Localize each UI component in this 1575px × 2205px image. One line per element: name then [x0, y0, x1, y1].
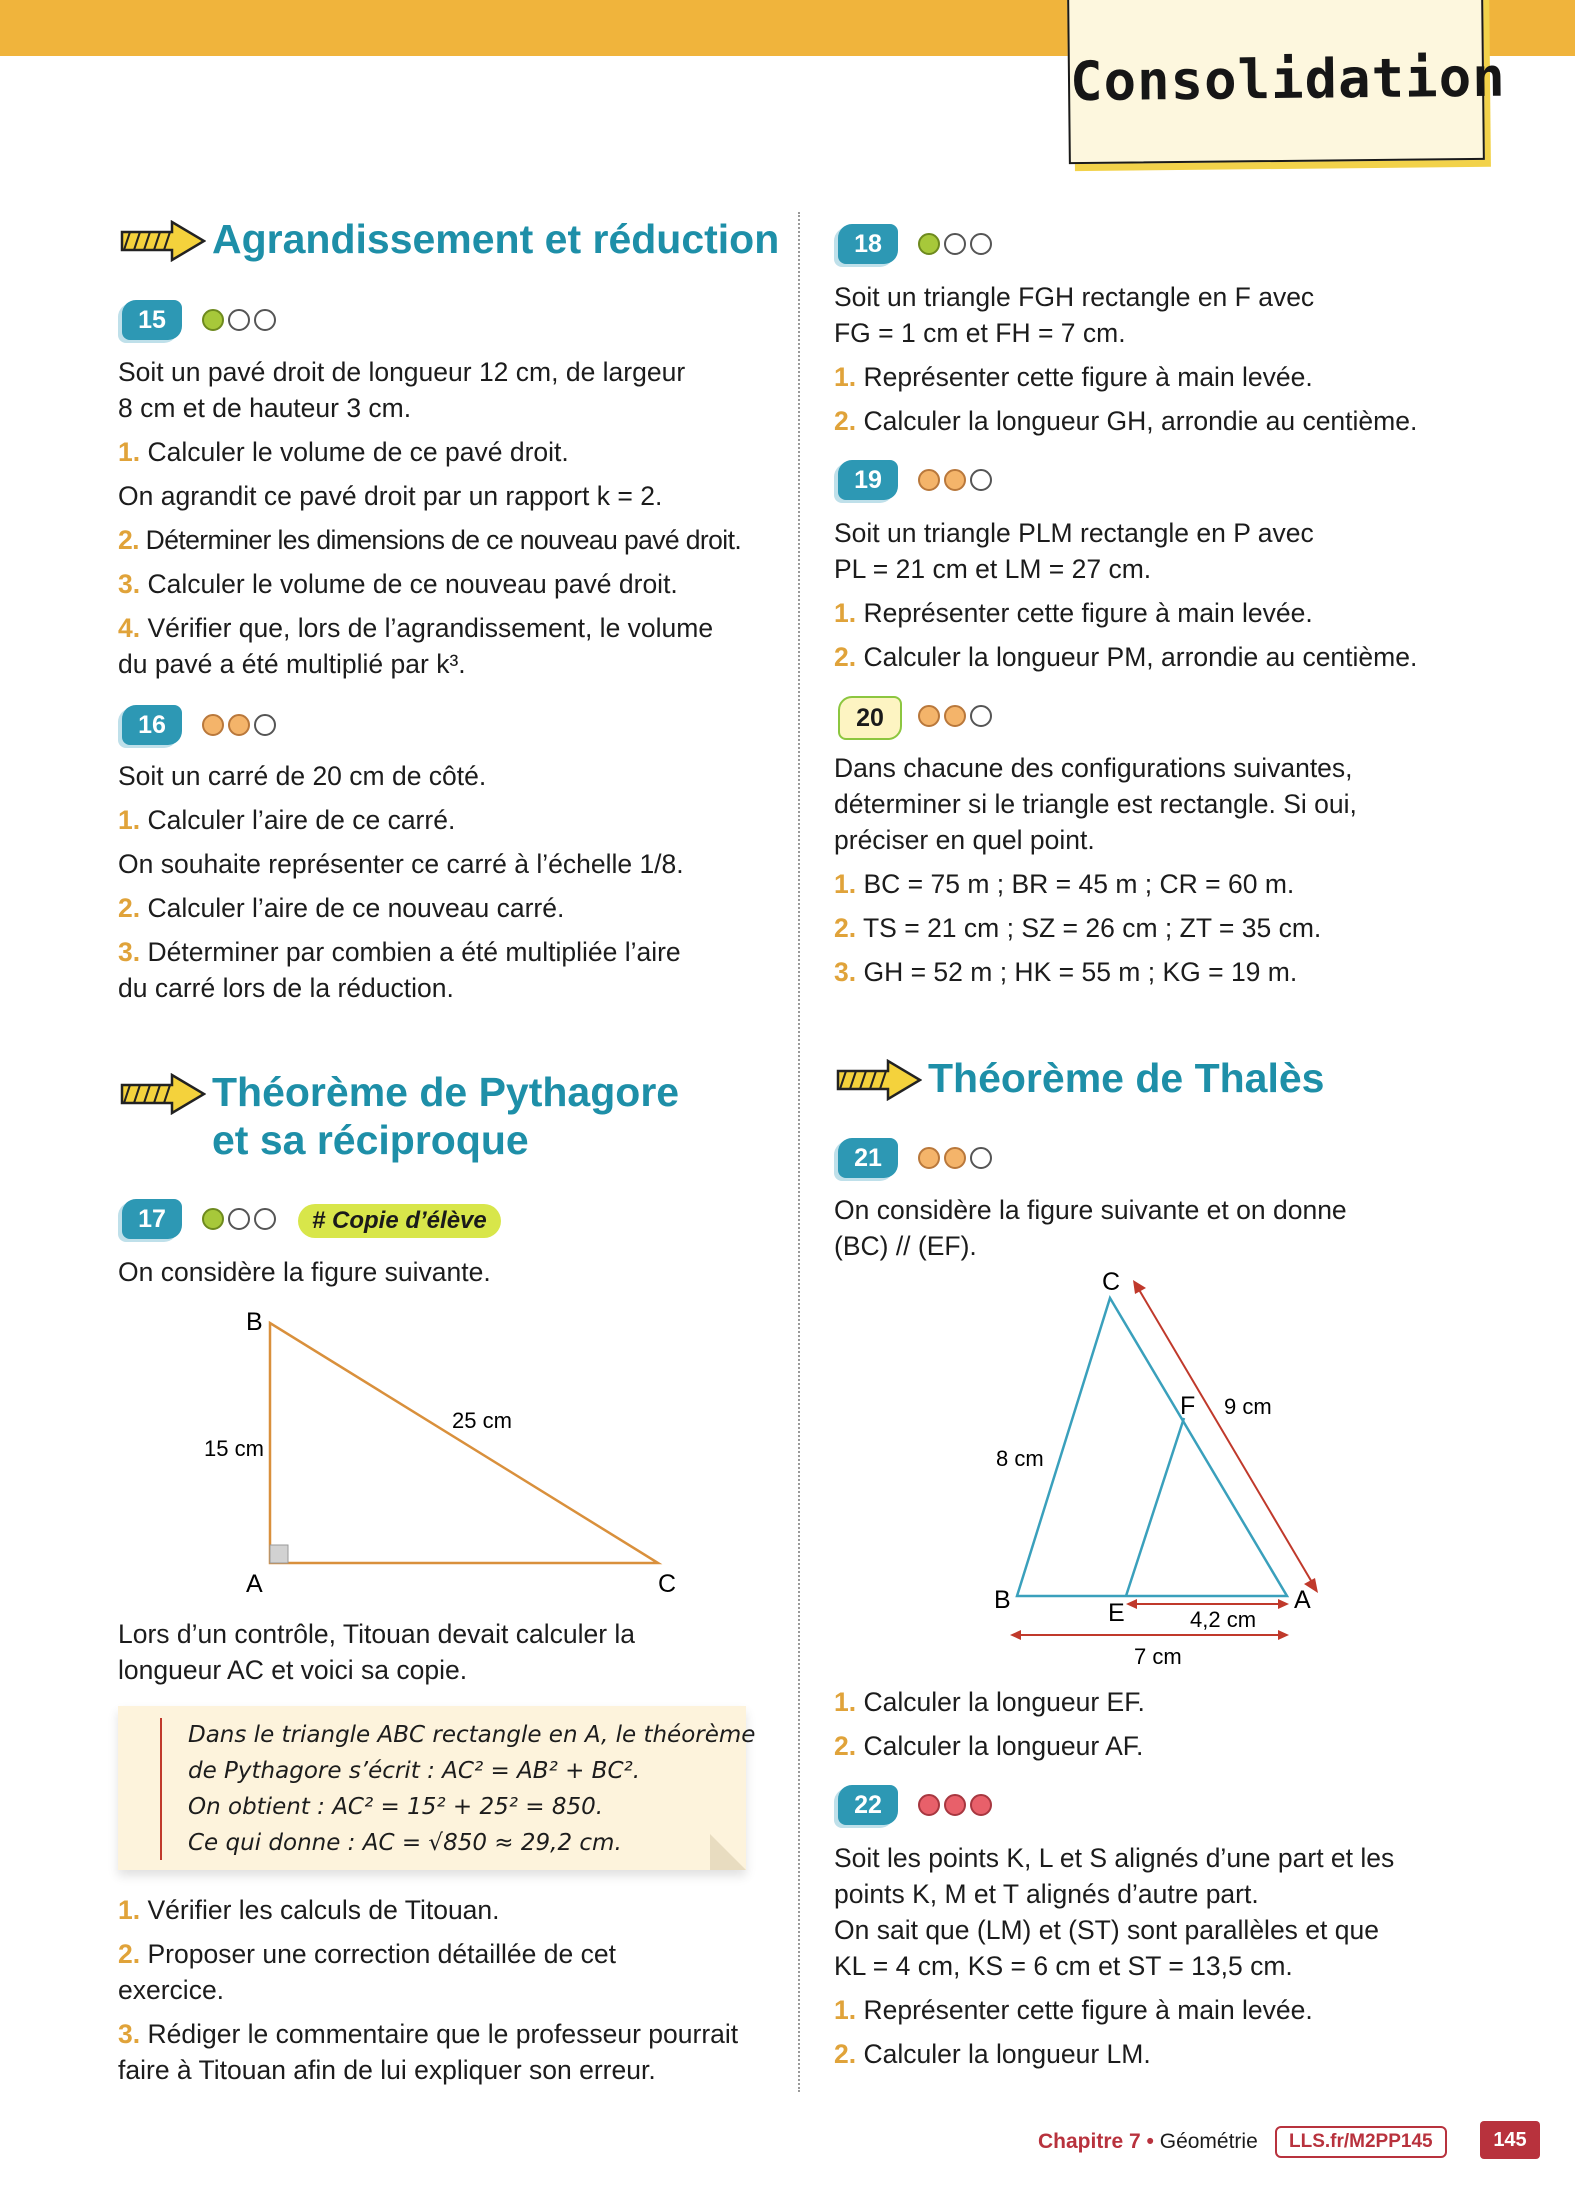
question-text: Déterminer par combien a été multipliée l’aire	[147, 937, 681, 967]
ex16-text: Soit un carré de 20 cm de côté.	[118, 761, 487, 791]
question-number: 2.	[834, 406, 857, 436]
ex18-q2	[834, 403, 1417, 440]
question-text: Calculer la longueur PM, arrondie au centième.	[863, 642, 1418, 672]
ex17-text: exercice.	[118, 1975, 225, 2005]
question-text: Calculer l’aire de ce carré.	[147, 805, 456, 835]
ex22-text: points K, M et T alignés d’autre part.	[834, 1879, 1259, 1909]
question-text: Vérifier que, lors de l’agrandissement, le volume	[147, 613, 714, 643]
exercise-badge-17: 17	[122, 1199, 182, 1239]
ex18-q1	[834, 359, 1313, 396]
question-number: 3.	[834, 957, 857, 987]
chapter-banner	[1067, 0, 1506, 164]
ex19-text: PL = 21 cm et LM = 27 cm.	[834, 554, 1152, 584]
ex15-q4	[118, 610, 713, 647]
label-cf: 9 cm	[1224, 1394, 1272, 1419]
ex22-q2	[834, 2036, 1151, 2073]
ex15-q2	[118, 522, 741, 559]
ex22-text: KL = 4 cm, KS = 6 cm et ST = 13,5 cm.	[834, 1951, 1293, 1981]
ex18-text: FG = 1 cm et FH = 7 cm.	[834, 318, 1126, 348]
section-title-pythagore-line2: et sa réciproque	[212, 1117, 529, 1163]
footer-link[interactable]: LLS.fr/M2PP145	[1275, 2126, 1447, 2158]
question-text: Vérifier les calculs de Titouan.	[147, 1895, 500, 1925]
ex17-text: Lors d’un contrôle, Titouan devait calculer la	[118, 1619, 636, 1649]
difficulty-dot	[944, 1147, 966, 1169]
label-B: B	[994, 1586, 1011, 1614]
question-number: 3.	[118, 2019, 141, 2049]
question-text: Calculer la longueur AF.	[863, 1731, 1144, 1761]
question-number: 1.	[834, 1687, 857, 1717]
difficulty-dot	[254, 309, 276, 331]
footer-separator: •	[1140, 2130, 1160, 2153]
difficulty-dots	[202, 714, 276, 736]
question-text: Déterminer les dimensions de ce nouveau pavé droit.	[145, 525, 742, 555]
copy-line: Ce qui donne : AC = √850 ≈ 29,2 cm.	[188, 1830, 622, 1856]
exercise-badge-18: 18	[838, 224, 898, 264]
ex20-q3	[834, 954, 1297, 991]
question-number: 2.	[118, 1939, 141, 1969]
question-text: Rédiger le commentaire que le professeur pourrait	[147, 2019, 739, 2049]
page-number: 145	[1480, 2121, 1540, 2159]
difficulty-dot	[970, 1794, 992, 1816]
difficulty-dot	[254, 714, 276, 736]
difficulty-dot	[918, 705, 940, 727]
ex17-text: faire à Titouan afin de lui expliquer son erreur.	[118, 2055, 656, 2085]
section-arrow-icon	[836, 1059, 922, 1101]
ex15-q1	[118, 434, 569, 471]
student-copy-tag: # Copie d’élève	[298, 1204, 501, 1238]
ex17-q2	[118, 1936, 616, 1973]
ex17-text: longueur AC et voici sa copie.	[118, 1655, 468, 1685]
ex21-text: On considère la figure suivante et on donne	[834, 1195, 1347, 1225]
difficulty-dot	[944, 705, 966, 727]
label-hypotenuse: 25 cm	[452, 1408, 512, 1433]
footer-chapter-label: Chapitre 7	[1038, 2130, 1141, 2153]
ex16-q2	[118, 890, 564, 927]
label-F: F	[1180, 1392, 1196, 1420]
exercise-badge-20: 20	[838, 696, 902, 740]
difficulty-dots	[202, 1208, 276, 1230]
ex22-text: On sait que (LM) et (ST) sont parallèles et que	[834, 1915, 1379, 1945]
ex16-q3	[118, 934, 681, 971]
page-fold	[710, 1834, 746, 1870]
thales-figure	[980, 1266, 1340, 1672]
question-text: Proposer une correction détaillée de cet	[147, 1939, 616, 1969]
question-number: 2.	[834, 642, 857, 672]
question-text: Représenter cette figure à main levée.	[863, 362, 1313, 392]
question-text: Calculer l’aire de ce nouveau carré.	[147, 893, 565, 923]
label-side-ab: 15 cm	[204, 1436, 264, 1461]
footer-topic: Géométrie	[1159, 2130, 1258, 2153]
banner-title: Consolidation	[1069, 45, 1506, 114]
question-number: 1.	[834, 598, 857, 628]
difficulty-dot	[944, 233, 966, 255]
ex17-q3	[118, 2016, 738, 2053]
exercise-badge-15: 15	[122, 300, 182, 340]
question-text: Calculer le volume de ce pavé droit.	[147, 437, 569, 467]
ex16-text: du carré lors de la réduction.	[118, 973, 454, 1003]
ex21-q2	[834, 1728, 1143, 1765]
ex15-text: On agrandit ce pavé droit par un rapport k = 2.	[118, 481, 663, 511]
ex17-text: On considère la figure suivante.	[118, 1257, 491, 1287]
question-text: BC = 75 m ; BR = 45 m ; CR = 60 m.	[863, 869, 1295, 899]
question-number: 2.	[118, 525, 139, 555]
question-number: 1.	[118, 437, 141, 467]
label-ba: 7 cm	[1134, 1644, 1182, 1669]
student-copy-card	[118, 1706, 756, 1870]
ex22-q1	[834, 1992, 1313, 2029]
ex16-text: On souhaite représenter ce carré à l’échelle 1/8.	[118, 849, 684, 879]
difficulty-dot	[970, 233, 992, 255]
difficulty-dot	[202, 714, 224, 736]
question-text: GH = 52 m ; HK = 55 m ; KG = 19 m.	[863, 957, 1298, 987]
label-bc: 8 cm	[996, 1446, 1044, 1471]
difficulty-dots	[202, 309, 276, 331]
ex20-q2	[834, 910, 1321, 947]
difficulty-dots	[918, 233, 992, 255]
ex20-text: préciser en quel point.	[834, 825, 1095, 855]
question-text: Calculer la longueur EF.	[863, 1687, 1145, 1717]
difficulty-dot	[202, 1208, 224, 1230]
label-A: A	[1294, 1586, 1311, 1614]
exercise-badge-22: 22	[838, 1785, 898, 1825]
ex22-text: Soit les points K, L et S alignés d’une part et les	[834, 1843, 1395, 1873]
ex15-text: du pavé a été multiplié par k³.	[118, 649, 466, 679]
question-text: Représenter cette figure à main levée.	[863, 598, 1313, 628]
difficulty-dot	[228, 1208, 250, 1230]
question-text: Représenter cette figure à main levée.	[863, 1995, 1313, 2025]
column-divider	[798, 212, 800, 2092]
section-title-agrandissement: Agrandissement et réduction	[212, 216, 780, 262]
ex19-q2	[834, 639, 1417, 676]
difficulty-dots	[918, 1147, 992, 1169]
question-number: 2.	[834, 1731, 857, 1761]
question-number: 1.	[118, 805, 141, 835]
question-number: 1.	[834, 869, 857, 899]
ex18-text: Soit un triangle FGH rectangle en F avec	[834, 282, 1315, 312]
difficulty-dots	[918, 469, 992, 491]
question-number: 2.	[834, 913, 857, 943]
ex17-q1	[118, 1892, 500, 1929]
ex21-q1	[834, 1684, 1145, 1721]
difficulty-dot	[918, 233, 940, 255]
question-number: 3.	[118, 937, 141, 967]
copy-line: de Pythagore s’écrit : AC² = AB² + BC².	[188, 1758, 641, 1784]
question-number: 3.	[118, 569, 141, 599]
ex15-text: 8 cm et de hauteur 3 cm.	[118, 393, 412, 423]
difficulty-dot	[202, 309, 224, 331]
label-B: B	[246, 1308, 263, 1336]
ex20-text: déterminer si le triangle est rectangle. Si oui,	[834, 789, 1357, 819]
question-text: Calculer la longueur LM.	[863, 2039, 1151, 2069]
section-arrow-icon	[120, 220, 206, 262]
difficulty-dot	[228, 714, 250, 736]
exercise-badge-19: 19	[838, 460, 898, 500]
ex15-q3	[118, 566, 678, 603]
question-number: 2.	[118, 893, 141, 923]
question-number: 1.	[834, 1995, 857, 2025]
pythagore-figure	[190, 1300, 710, 1610]
difficulty-dots	[918, 705, 992, 727]
question-number: 1.	[834, 362, 857, 392]
ex15-text: Soit un pavé droit de longueur 12 cm, de largeur	[118, 357, 686, 387]
ex19-text: Soit un triangle PLM rectangle en P avec	[834, 518, 1314, 548]
difficulty-dot	[970, 469, 992, 491]
ex19-q1	[834, 595, 1313, 632]
difficulty-dots	[918, 1794, 992, 1816]
ex20-q1	[834, 866, 1294, 903]
section-arrow-icon	[120, 1073, 206, 1115]
question-text: TS = 21 cm ; SZ = 26 cm ; ZT = 35 cm.	[863, 913, 1322, 943]
label-A: A	[246, 1570, 263, 1598]
copy-line: On obtient : AC² = 15² + 25² = 850.	[188, 1794, 604, 1820]
difficulty-dot	[918, 469, 940, 491]
footer-chapter	[1038, 2127, 1258, 2157]
question-number: 2.	[834, 2039, 857, 2069]
question-text: Calculer le volume de ce nouveau pavé droit.	[147, 569, 678, 599]
question-number: 1.	[118, 1895, 141, 1925]
ex20-text: Dans chacune des configurations suivantes,	[834, 753, 1353, 783]
difficulty-dot	[970, 1147, 992, 1169]
label-E: E	[1108, 1599, 1125, 1627]
ex16-q1	[118, 802, 455, 839]
ex21-text: (BC) // (EF).	[834, 1231, 977, 1261]
exercise-badge-21: 21	[838, 1138, 898, 1178]
difficulty-dot	[254, 1208, 276, 1230]
section-title-thales: Théorème de Thalès	[928, 1055, 1325, 1101]
difficulty-dot	[970, 705, 992, 727]
label-C: C	[658, 1570, 677, 1598]
difficulty-dot	[918, 1147, 940, 1169]
section-title-pythagore: Théorème de Pythagore	[212, 1069, 680, 1115]
question-text: Calculer la longueur GH, arrondie au centième.	[863, 406, 1418, 436]
difficulty-dot	[228, 309, 250, 331]
difficulty-dot	[918, 1794, 940, 1816]
question-number: 4.	[118, 613, 141, 643]
difficulty-dot	[944, 469, 966, 491]
label-C: C	[1102, 1268, 1121, 1296]
copy-line: Dans le triangle ABC rectangle en A, le théorème	[188, 1722, 756, 1748]
difficulty-dot	[944, 1794, 966, 1816]
label-ea: 4,2 cm	[1190, 1607, 1257, 1632]
exercise-badge-16: 16	[122, 705, 182, 745]
